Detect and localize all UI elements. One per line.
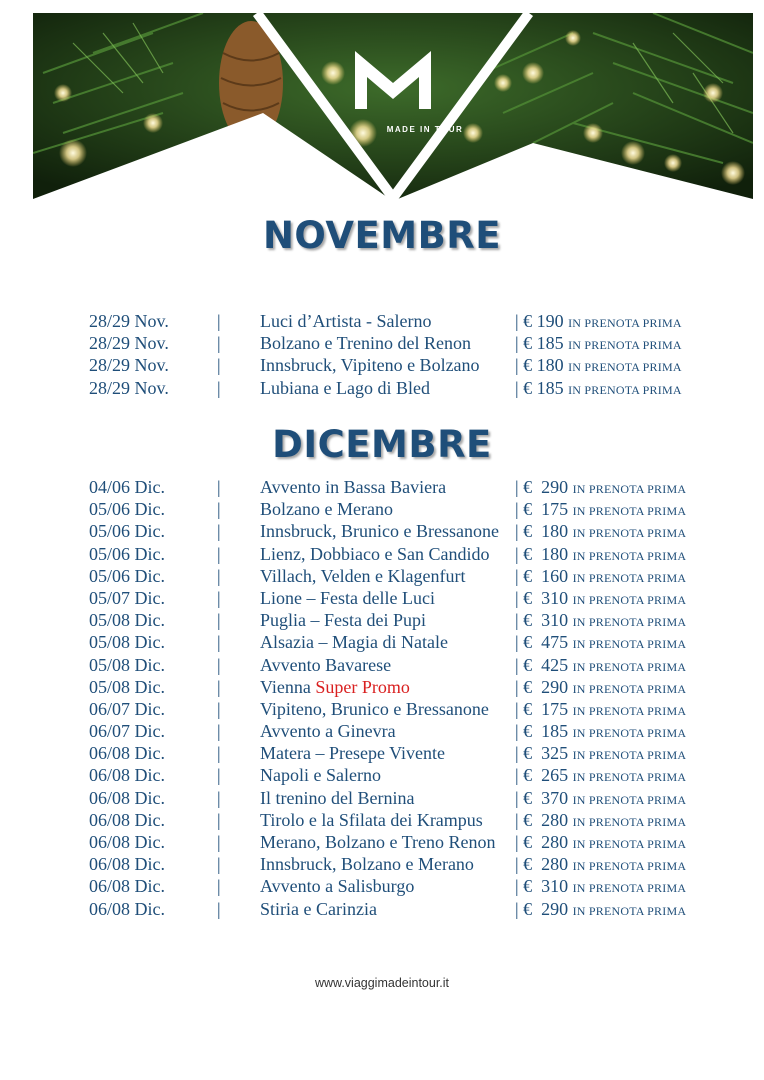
trip-destination-label: Innsbruck, Bolzano e Merano (260, 854, 474, 875)
early-booking-note: IN PRENOTA PRIMA (572, 592, 687, 607)
trip-row (0, 809, 764, 831)
trip-destination (260, 831, 495, 853)
trip-destination-label: Luci d’Artista - Salerno (260, 311, 432, 331)
trip-date: 06/08 Dic. (89, 854, 165, 875)
website-link[interactable]: www.viaggimadeintour.it (314, 976, 450, 990)
trip-price (515, 609, 686, 633)
trip-price-value: | € 290 (515, 477, 569, 497)
trip-price-value: | € 290 (515, 898, 569, 919)
early-booking-note: IN PRENOTA PRIMA (572, 526, 687, 541)
early-booking-note: IN PRENOTA PRIMA (572, 548, 687, 563)
trip-destination (260, 698, 489, 720)
trip-destination-label: Napoli e Salerno (260, 765, 381, 786)
trip-destination (260, 742, 445, 764)
trip-price-value: | € 160 (515, 565, 569, 586)
trip-row (0, 565, 764, 587)
trip-price-value: | € 425 (515, 654, 569, 675)
trip-date: 05/06 Dic. (89, 565, 165, 586)
trip-price (515, 543, 686, 567)
trip-price-value: | € 190 (515, 311, 564, 331)
trip-row (0, 310, 764, 332)
early-booking-note: IN PRENOTA PRIMA (572, 859, 687, 874)
trip-destination (260, 764, 381, 786)
trip-date: 06/07 Dic. (89, 698, 165, 719)
trip-destination (260, 609, 426, 631)
early-booking-note: IN PRENOTA PRIMA (572, 792, 687, 807)
column-separator: | (217, 676, 221, 697)
trip-row (0, 898, 764, 920)
column-separator: | (217, 610, 221, 631)
trip-price-value: | € 475 (515, 632, 569, 653)
trip-row (0, 498, 764, 520)
trip-destination (260, 720, 396, 742)
trip-price-value: | € 325 (515, 743, 569, 764)
column-separator: | (217, 565, 221, 586)
trip-price-value: | € 310 (515, 587, 569, 608)
column-separator: | (217, 765, 221, 786)
trip-date: 06/08 Dic. (89, 832, 165, 852)
early-booking-note: IN PRENOTA PRIMA (572, 814, 687, 829)
trip-row (0, 676, 764, 698)
trip-date: 28/29 Nov. (89, 333, 169, 354)
trip-price (515, 898, 686, 922)
trip-destination-label: Matera – Presepe Vivente (260, 743, 446, 764)
trip-price-value: | € 280 (515, 809, 569, 830)
november-title: NOVEMBRE (262, 214, 502, 257)
trip-date: 06/08 Dic. (89, 787, 165, 808)
trip-destination-label: Vipiteno, Brunico e Bressanone (260, 698, 489, 719)
column-separator: | (217, 543, 221, 564)
trip-row (0, 654, 764, 676)
trip-destination (260, 520, 499, 542)
trip-destination (260, 310, 431, 332)
early-booking-note: IN PRENOTA PRIMA (572, 726, 687, 741)
trip-price (515, 787, 686, 811)
trip-price (515, 332, 682, 356)
trip-row (0, 543, 764, 565)
trip-destination-label: Lione – Festa delle Luci (260, 587, 435, 608)
trip-date: 28/29 Nov. (89, 311, 169, 331)
december-title: DICEMBRE (272, 423, 492, 466)
trip-price (515, 631, 686, 655)
super-promo-label: Super Promo (315, 676, 410, 697)
column-separator: | (217, 654, 221, 675)
early-booking-note: IN PRENOTA PRIMA (572, 637, 687, 652)
trip-destination-label: Avvento a Ginevra (260, 721, 396, 742)
trip-price-value: | € 370 (515, 787, 569, 808)
trip-date: 28/29 Nov. (89, 355, 169, 376)
trip-date: 06/07 Dic. (89, 721, 165, 742)
trip-date: 06/08 Dic. (89, 809, 165, 830)
trip-destination (260, 354, 480, 376)
trip-row (0, 631, 764, 653)
trip-destination (260, 809, 483, 831)
early-booking-note: IN PRENOTA PRIMA (568, 382, 682, 397)
trip-price (515, 742, 686, 766)
trip-row (0, 742, 764, 764)
early-booking-note: IN PRENOTA PRIMA (568, 316, 682, 330)
trip-date: 06/08 Dic. (89, 898, 165, 919)
trip-price (515, 476, 686, 500)
header-banner (33, 13, 753, 201)
early-booking-note: IN PRENOTA PRIMA (572, 881, 687, 896)
trip-destination (260, 377, 430, 399)
early-booking-note: IN PRENOTA PRIMA (572, 659, 687, 674)
trip-destination-label: Bolzano e Trenino del Renon (260, 333, 471, 354)
trip-price (515, 809, 686, 833)
trip-date: 06/08 Dic. (89, 743, 165, 764)
trip-row (0, 377, 764, 399)
trip-price (515, 875, 686, 899)
column-separator: | (217, 721, 221, 742)
trip-destination-label: Avvento a Salisburgo (260, 876, 415, 897)
column-separator: | (217, 787, 221, 808)
trip-price-value: | € 180 (515, 355, 564, 376)
trip-row (0, 520, 764, 542)
column-separator: | (217, 377, 221, 398)
trip-price-value: | € 185 (515, 333, 564, 354)
column-separator: | (217, 587, 221, 608)
december-trip-list (0, 476, 764, 920)
trip-destination-label: Avvento in Bassa Baviera (260, 477, 447, 497)
early-booking-note: IN PRENOTA PRIMA (572, 482, 687, 496)
trip-price (515, 377, 682, 401)
early-booking-note: IN PRENOTA PRIMA (572, 770, 687, 785)
column-separator: | (217, 355, 221, 376)
trip-row (0, 476, 764, 498)
trip-price-value: | € 310 (515, 876, 569, 897)
trip-price-value: | € 180 (515, 521, 569, 542)
trip-row (0, 720, 764, 742)
column-separator: | (217, 333, 221, 354)
trip-destination-label: Alsazia – Magia di Natale (260, 632, 448, 653)
trip-price (515, 764, 686, 788)
trip-destination-label: Tirolo e la Sfilata dei Krampus (260, 809, 483, 830)
trip-row (0, 764, 764, 786)
trip-destination-label: Innsbruck, Vipiteno e Bolzano (260, 355, 480, 376)
trip-destination (260, 875, 414, 897)
column-separator: | (217, 854, 221, 875)
early-booking-note: IN PRENOTA PRIMA (572, 748, 687, 763)
trip-destination (260, 498, 393, 520)
column-separator: | (217, 832, 221, 852)
trip-price (515, 310, 682, 334)
trip-destination-label: Avvento Bavarese (260, 654, 392, 675)
trip-date: 05/08 Dic. (89, 654, 165, 675)
trip-destination (260, 476, 446, 498)
trip-destination-label: Lienz, Dobbiaco e San Candido (260, 543, 490, 564)
trip-row (0, 853, 764, 875)
trip-row (0, 354, 764, 376)
early-booking-note: IN PRENOTA PRIMA (572, 615, 687, 630)
early-booking-note: IN PRENOTA PRIMA (572, 681, 687, 696)
trip-price (515, 654, 686, 678)
trip-price (515, 676, 686, 700)
trip-destination-label: Vienna (260, 676, 311, 697)
early-booking-note: IN PRENOTA PRIMA (568, 360, 682, 375)
trip-row (0, 332, 764, 354)
trip-price-value: | € 280 (515, 854, 569, 875)
column-separator: | (217, 477, 221, 497)
column-separator: | (217, 876, 221, 897)
trip-price-value: | € 175 (515, 698, 569, 719)
trip-price-value: | € 265 (515, 765, 569, 786)
november-trip-list (0, 310, 764, 399)
trip-price (515, 354, 682, 378)
trip-destination (260, 676, 410, 698)
trip-destination (260, 543, 489, 565)
trip-destination (260, 898, 377, 920)
trip-price-value: | € 175 (515, 499, 569, 520)
trip-destination (260, 853, 474, 875)
trip-price (515, 587, 686, 611)
early-booking-note: IN PRENOTA PRIMA (572, 570, 687, 585)
trip-price (515, 720, 686, 744)
trip-price-value: | € 180 (515, 543, 569, 564)
trip-destination-label: Innsbruck, Brunico e Bressanone (260, 521, 499, 542)
logo-text: MADE IN TOUR (386, 125, 464, 134)
trip-price (515, 520, 686, 544)
trip-destination (260, 787, 414, 809)
early-booking-note: IN PRENOTA PRIMA (568, 338, 682, 353)
trip-price-value: | € 185 (515, 377, 564, 398)
trip-destination (260, 332, 471, 354)
column-separator: | (217, 743, 221, 764)
trip-row (0, 698, 764, 720)
trip-destination (260, 654, 391, 676)
trip-date: 05/06 Dic. (89, 499, 165, 520)
trip-destination-label: Il trenino del Bernina (260, 787, 415, 808)
trip-date: 05/07 Dic. (89, 587, 165, 608)
trip-date: 05/06 Dic. (89, 521, 165, 542)
trip-price-value: | € 290 (515, 676, 569, 697)
trip-date: 06/08 Dic. (89, 765, 165, 786)
early-booking-note: IN PRENOTA PRIMA (572, 903, 687, 918)
trip-destination-label: Merano, Bolzano e Treno Renon (260, 832, 496, 852)
trip-destination-label: Stiria e Carinzia (260, 898, 377, 919)
trip-price-value: | € 185 (515, 721, 569, 742)
trip-date: 05/08 Dic. (89, 632, 165, 653)
column-separator: | (217, 499, 221, 520)
trip-date: 05/08 Dic. (89, 610, 165, 631)
trip-price (515, 565, 686, 589)
trip-price (515, 853, 686, 877)
column-separator: | (217, 521, 221, 542)
trip-row (0, 875, 764, 897)
trip-destination-label: Villach, Velden e Klagenfurt (260, 565, 466, 586)
trip-date: 05/06 Dic. (89, 543, 165, 564)
trip-date: 06/08 Dic. (89, 876, 165, 897)
trip-destination-label: Bolzano e Merano (260, 499, 393, 520)
trip-row (0, 609, 764, 631)
trip-row (0, 587, 764, 609)
early-booking-note: IN PRENOTA PRIMA (572, 504, 687, 519)
christmas-tree-image (33, 13, 753, 201)
trip-price-value: | € 310 (515, 610, 569, 631)
trip-row (0, 831, 764, 853)
column-separator: | (217, 809, 221, 830)
trip-price-value: | € 280 (515, 832, 569, 852)
trip-price (515, 698, 686, 722)
trip-price (515, 498, 686, 522)
trip-destination (260, 631, 448, 653)
column-separator: | (217, 898, 221, 919)
trip-date: 04/06 Dic. (89, 477, 165, 497)
trip-destination-label: Puglia – Festa dei Pupi (260, 610, 426, 631)
trip-row (0, 787, 764, 809)
trip-destination (260, 565, 466, 587)
trip-date: 05/08 Dic. (89, 676, 165, 697)
trip-price (515, 831, 686, 855)
early-booking-note: IN PRENOTA PRIMA (572, 837, 687, 851)
column-separator: | (217, 311, 221, 331)
trip-destination (260, 587, 435, 609)
column-separator: | (217, 632, 221, 653)
early-booking-note: IN PRENOTA PRIMA (572, 703, 687, 718)
trip-destination-label: Lubiana e Lago di Bled (260, 377, 430, 398)
column-separator: | (217, 698, 221, 719)
trip-date: 28/29 Nov. (89, 377, 169, 398)
